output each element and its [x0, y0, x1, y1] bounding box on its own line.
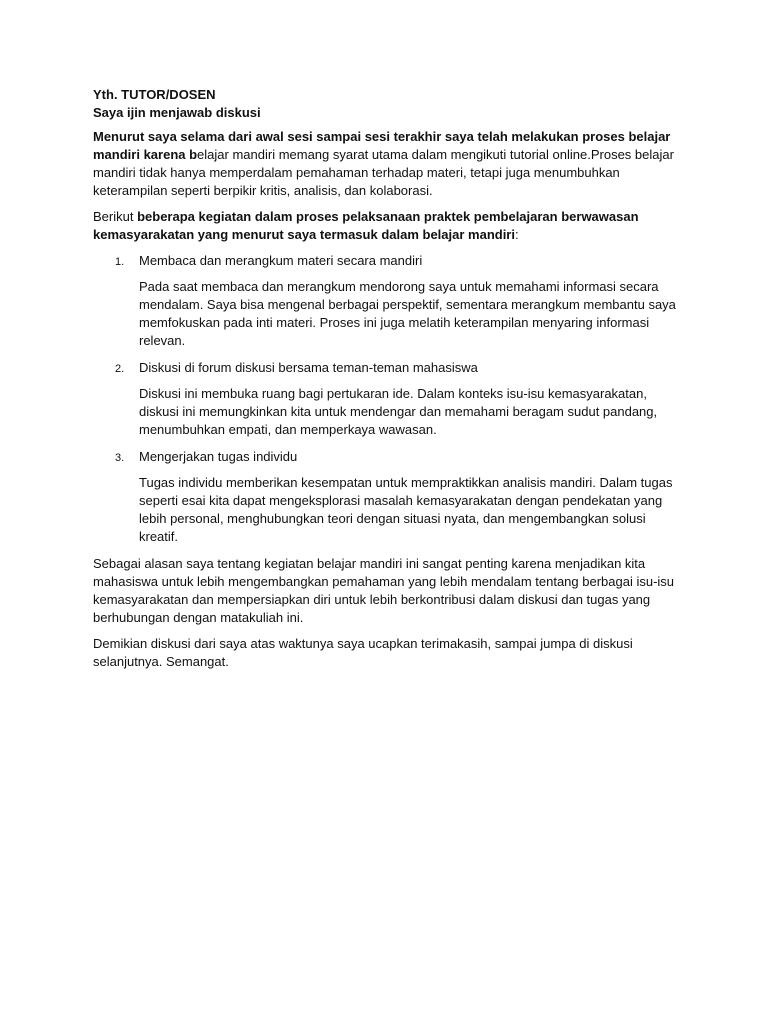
paragraph-opening-text: elajar mandiri memang syarat utama dalam mengikuti tutorial online.Proses belajar mandiri tidak hanya memperdalam pemahaman terhadap materi, tetapi juga menumbuhkan keterampilan seperti berpikir kritis, analisis, dan kolaborasi. — [93, 147, 674, 198]
list-number: 2. — [115, 363, 125, 375]
list-item-title: Mengerjakan tugas individu — [139, 449, 298, 464]
paragraph-opening-bold: Menurut saya selama dari awal sesi sampai sesi terakhir saya telah melakukan proses belajar mandiri karena b — [93, 129, 671, 162]
paragraph-activities-bold: beberapa kegiatan dalam proses pelaksanaan praktek pembelajaran berwawasan kemasyarakatan yang menurut saya termasuk dalam belajar mandiri — [93, 209, 639, 242]
list-item — [93, 359, 683, 439]
list-item — [93, 252, 683, 350]
document-body — [93, 86, 683, 671]
list-item-body: Diskusi ini membuka ruang bagi pertukaran ide. Dalam konteks isu-isu kemasyarakatan, diskusi ini memungkinkan kita untuk mendengar dan memahami beragam sudut pandang, menumbuhkan empati, dan memperkaya wawasan. — [139, 386, 658, 437]
list-number: 3. — [115, 452, 125, 464]
paragraph-reason: Sebagai alasan saya tentang kegiatan belajar mandiri ini sangat penting karena menjadikan kita mahasiswa untuk lebih mengembangkan pemahaman yang lebih mendalam tentang berbagai isu-isu kemasyarakatan dan mempersiapkan diri untuk lebih berkontribusi dalam diskusi dan tugas yang berhubungan dengan matakuliah ini. — [93, 556, 675, 625]
activities-list — [93, 252, 683, 546]
list-item — [93, 448, 683, 546]
paragraph-closing: Demikian diskusi dari saya atas waktunya saya ucapkan terimakasih, sampai jumpa di diskusi selanjutnya. Semangat. — [93, 636, 633, 669]
salutation: Yth. TUTOR/DOSEN — [93, 87, 216, 102]
list-number: 1. — [115, 256, 125, 268]
paragraph-activities-lead: Berikut — [93, 209, 138, 224]
paragraph-opening — [93, 128, 683, 200]
list-item-body: Tugas individu memberikan kesempatan untuk mempraktikkan analisis mandiri. Dalam tugas seperti esai kita dapat mengeksplorasi masalah kemasyarakatan dengan pendekatan yang lebih personal, menghubungkan teori dengan situasi nyata, dan mengembangkan solusi kreatif. — [139, 475, 673, 544]
paragraph-activities-tail: : — [514, 227, 519, 242]
list-item-title: Diskusi di forum diskusi bersama teman-teman mahasiswa — [139, 360, 478, 375]
intro-line: Saya ijin menjawab diskusi — [93, 105, 261, 120]
paragraph-activities-intro — [93, 208, 683, 244]
list-item-body: Pada saat membaca dan merangkum mendorong saya untuk memahami informasi secara mendalam. Saya bisa mengenal berbagai perspektif, sementara merangkum membantu saya memfokuskan pada inti materi. Proses ini juga melatih keterampilan menyaring informasi relevan. — [139, 279, 676, 348]
list-item-title: Membaca dan merangkum materi secara mandiri — [139, 253, 423, 268]
